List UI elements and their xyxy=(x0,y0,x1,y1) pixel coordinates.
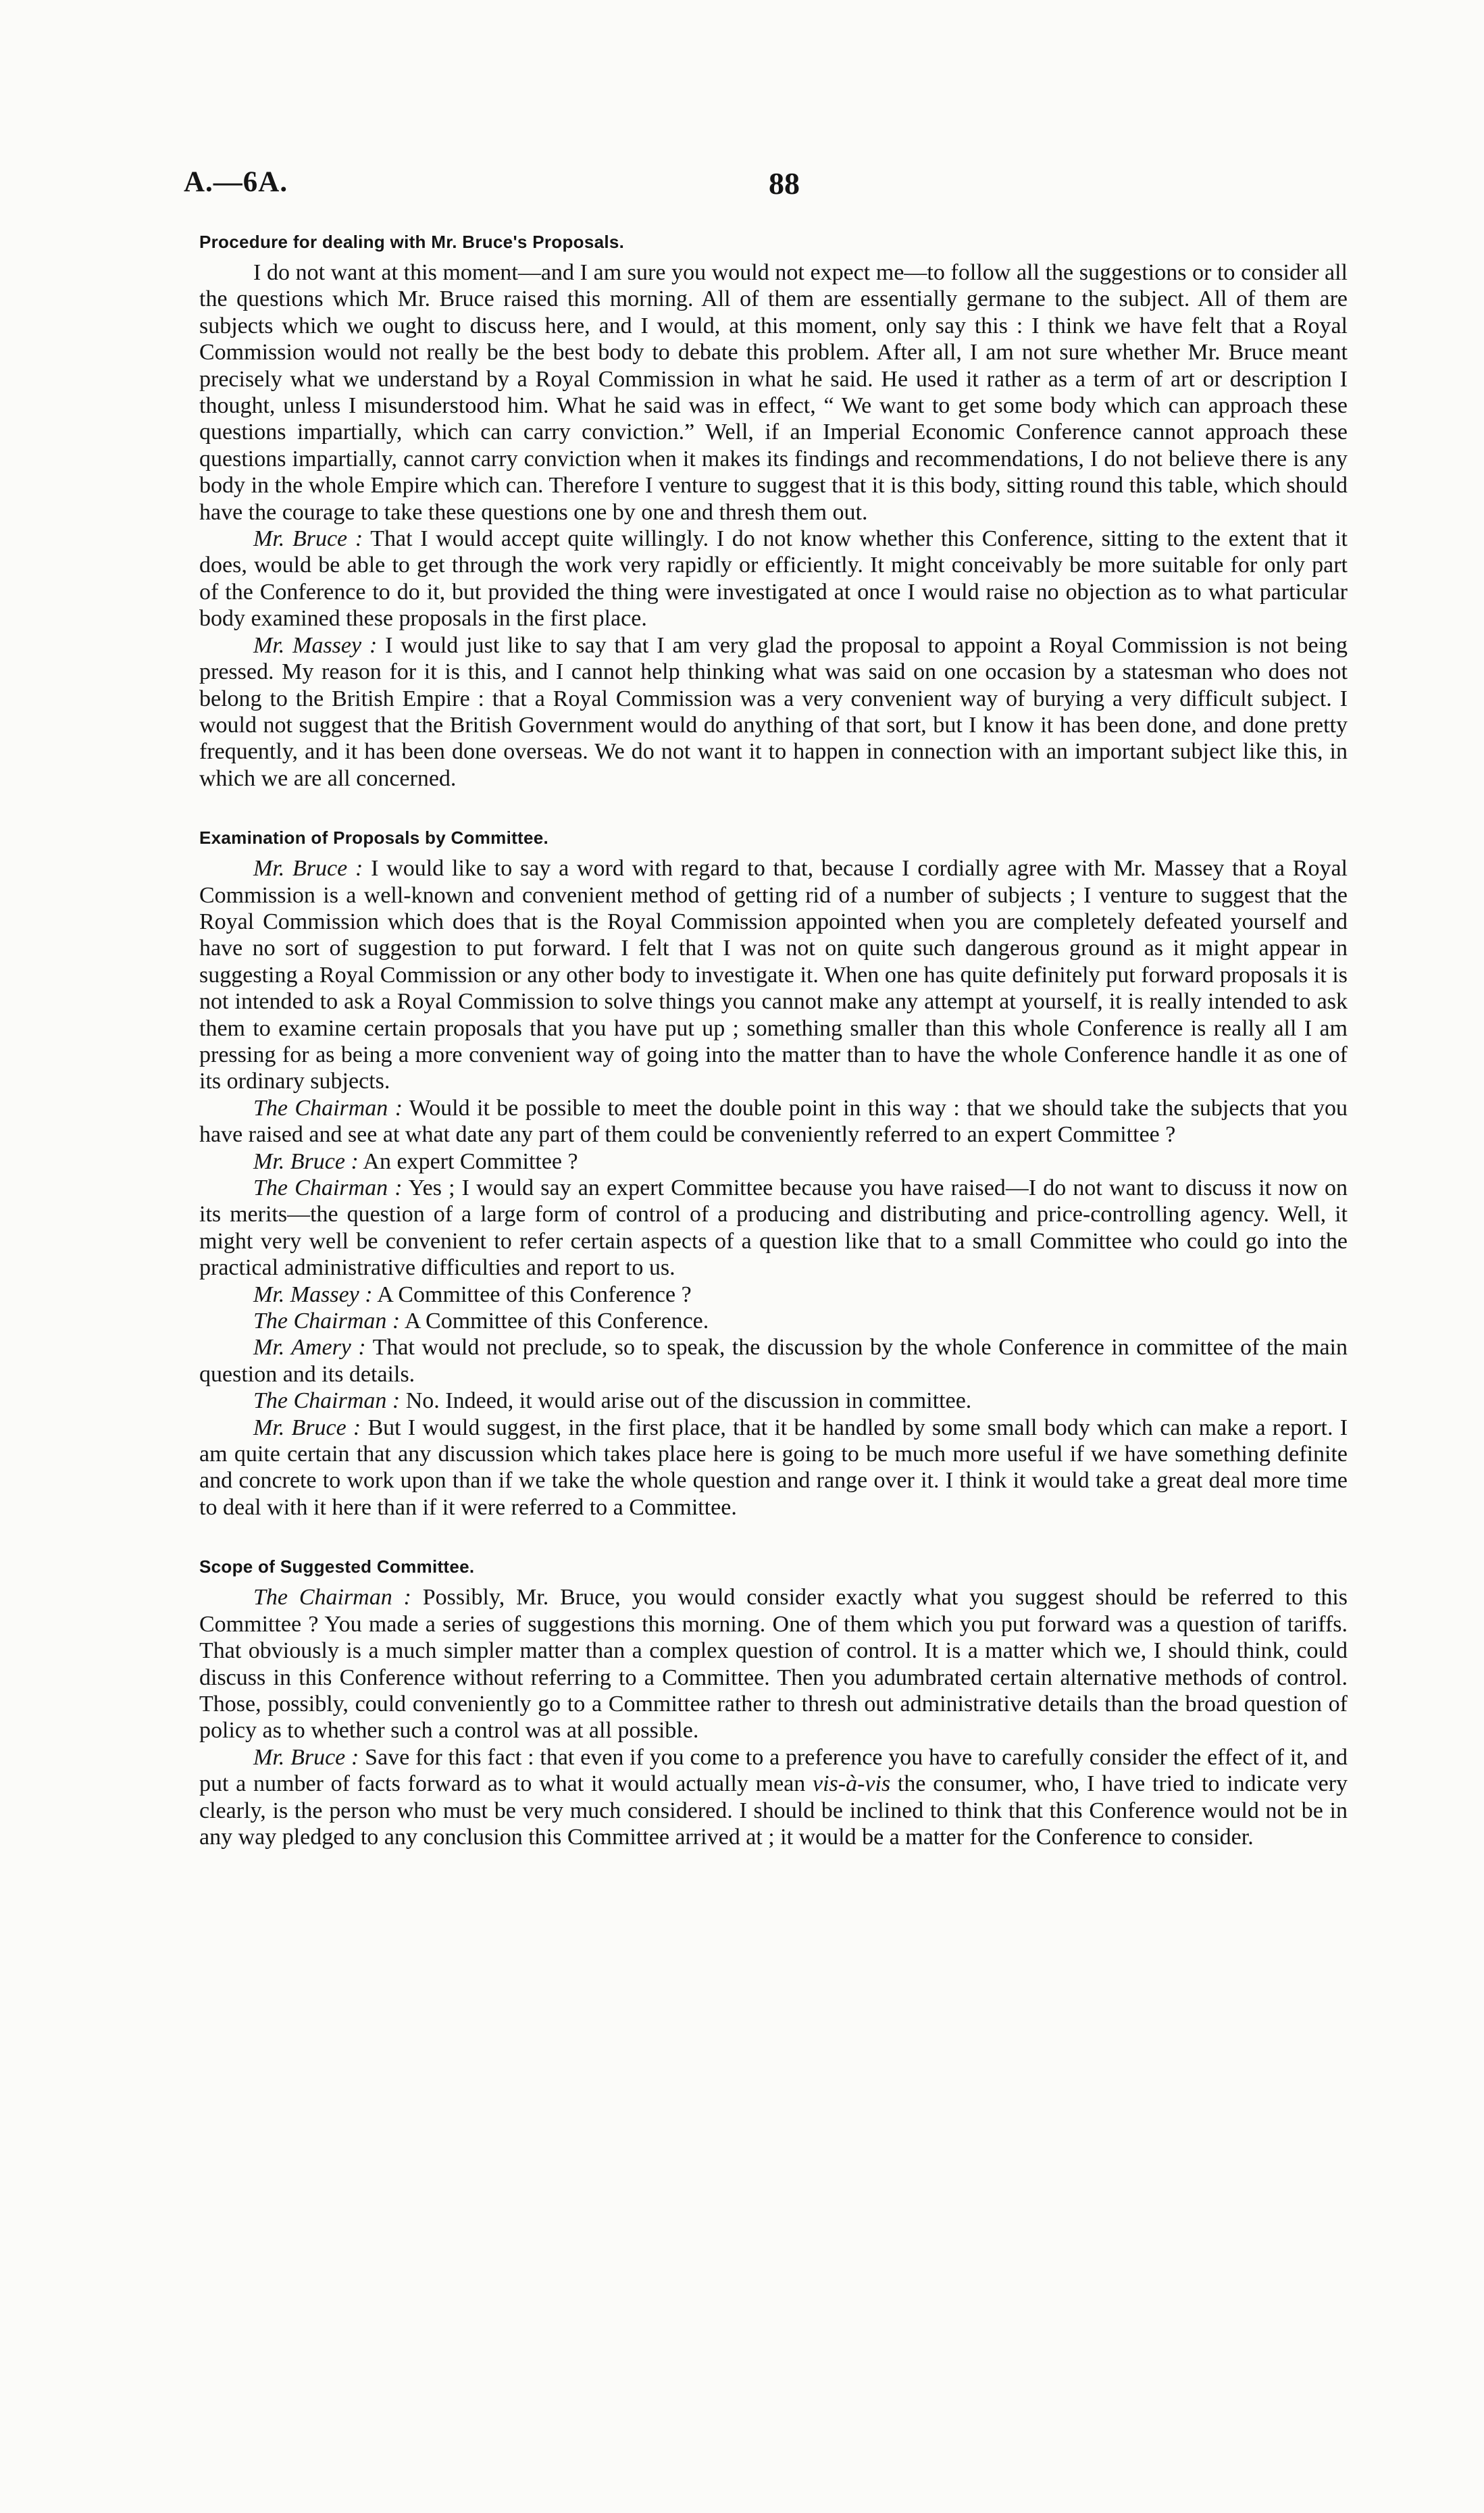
speaker-name: The Chairman : xyxy=(253,1175,403,1200)
paragraph xyxy=(199,1095,1348,1148)
paragraph xyxy=(199,1281,1348,1308)
speaker-name: The Chairman : xyxy=(253,1095,403,1121)
document-body xyxy=(199,228,1348,1850)
section-heading: Examination of Proposals by Committee. xyxy=(199,828,549,848)
paragraph-text: I would just like to say that I am very glad the proposal to appoint a Royal Commission is not being pressed. My reason for it is this, and I cannot help thinking what was said on one occasion by a statesman who does not belong to the British Empire : that a Royal Commission was a very convenient way of burying a very difficult subject. I would not suggest that the British Government would do anything of that sort, but I know it has been done, and done pretty frequently, and it has been done overseas. We do not want it to happen in connection with an important subject like this, in which we are all concerned. xyxy=(199,632,1348,791)
paragraph xyxy=(199,1584,1348,1744)
paragraph xyxy=(199,855,1348,1095)
page-number: 88 xyxy=(769,166,800,201)
paragraph xyxy=(199,632,1348,792)
speaker-name: The Chairman : xyxy=(253,1388,401,1414)
paragraph xyxy=(199,1334,1348,1388)
paragraph-text: Possibly, Mr. Bruce, you would consider exactly what you suggest should be referred to this Committee ? You made a series of suggestions this morning. One of them which you put forward was a question of tariffs. That obviously is a much simpler matter than a complex question of control. It is a matter which we, I should think, could discuss in this Conference without referring to a Committee. Then you adumbrated certain alternative methods of control. Those, possibly, could conveniently go to a Committee rather to thresh out administrative details than the broad question of policy as to whether such a control was at all possible. xyxy=(199,1585,1348,1744)
speaker-name: Mr. Bruce : xyxy=(253,526,363,552)
section xyxy=(199,1553,1348,1850)
paragraph-text: Yes ; I would say an expert Committee because you have raised—I do not want to discuss it now on its merits—the question of a large form of control of a producing and distributing and price-controlling agency. Well, it might very well be convenient to refer certain aspects of a question like that to a small Committee who could go into the practical administrative difficulties and report to us. xyxy=(199,1175,1348,1281)
paragraph-text: An expert Committee ? xyxy=(363,1148,578,1174)
section-heading: Scope of Suggested Committee. xyxy=(199,1556,475,1577)
paragraph-text: Would it be possible to meet the double point in this way : that we should take the subjects that you have raised and see at what date any part of them could be conveniently referred to an expert Committee ? xyxy=(199,1095,1348,1148)
section xyxy=(199,824,1348,1521)
paragraph-text: That would not preclude, so to speak, the discussion by the whole Conference in committee of the main question and its details. xyxy=(199,1335,1348,1387)
paragraph-text: No. Indeed, it would arise out of the discussion in committee. xyxy=(405,1388,972,1414)
section-heading: Procedure for dealing with Mr. Bruce's Proposals. xyxy=(199,232,625,252)
paragraph-text: But I would suggest, in the first place, that it be handled by some small body which can make a report. I am quite certain that any discussion which takes place here is going to be much more useful if we have something definite and concrete to work upon than if we take the whole question and range over it. I think it would take a great deal more time to deal with it here than if it were referred to a Committee. xyxy=(199,1415,1348,1520)
speaker-name: The Chairman : xyxy=(253,1585,411,1610)
speaker-name: Mr. Bruce : xyxy=(253,1744,359,1770)
paragraph xyxy=(199,1308,1348,1334)
document-reference: A.—6A. xyxy=(184,166,288,198)
speaker-name: The Chairman : xyxy=(253,1309,401,1334)
paragraph-text: That I would accept quite willingly. I do not know whether this Conference, sitting to the extent that it does, would be able to get through the work very rapidly or efficiently. It might conceivably be more suitable for only part of the Conference to do it, but provided the thing were investigated at once I would raise no objection as to what particular body examined these proposals in the first place. xyxy=(199,526,1348,632)
speaker-name: Mr. Massey : xyxy=(253,1281,373,1307)
paragraph xyxy=(199,1175,1348,1281)
speaker-name: Mr. Amery : xyxy=(253,1335,366,1361)
section xyxy=(199,228,1348,792)
paragraph-text: I do not want at this moment—and I am sure you would not expect me—to follow all the suggestions or to consider all the questions which Mr. Bruce raised this morning. All of them are essentially germane to the subject. All of them are subjects which we ought to discuss here, and I would, at this moment, only say this : I think we have felt that a Royal Commission would not really be the best body to debate this problem. After all, I am not sure whether Mr. Bruce meant precisely what we understand by a Royal Commission in what he said. He used it rather as a term of art or description I thought, unless I misunderstood him. What he said was in effect, “ We want to get some body which can approach these questions impartially, which can carry conviction.” Well, if an Imperial Economic Conference cannot approach these questions impartially, cannot carry conviction when it makes its findings and recommendations, I do not believe there is any body in the whole Empire which can. Therefore I venture to suggest that it is this body, sitting round this table, which should have the courage to take these questions one by one and thresh them out. xyxy=(199,260,1348,525)
paragraph xyxy=(199,1744,1348,1851)
speaker-name: Mr. Bruce : xyxy=(253,1148,359,1174)
paragraph xyxy=(199,259,1348,526)
paragraph-text: A Committee of this Conference ? xyxy=(377,1281,692,1307)
page-header xyxy=(0,166,1484,213)
paragraph xyxy=(199,1415,1348,1521)
paragraph xyxy=(199,1148,1348,1175)
speaker-name: Mr. Bruce : xyxy=(253,856,363,882)
paragraph-text: I would like to say a word with regard to that, because I cordially agree with Mr. Massey that a Royal Commission is a well-known and convenient method of getting rid of a number of subjects ; I venture to suggest that the Royal Commission which does that is the Royal Commission appointed when you are completely defeated yourself and have no sort of suggestion to put forward. I felt that I was not on quite such dangerous ground as it might appear in suggesting a Royal Commission or any other body to investigate it. When one has quite definitely put forward proposals it is not intended to ask a Royal Commission to solve things you cannot make any attempt at yourself, it is really intended to ask them to examine certain proposals that you have put up ; something smaller than this whole Conference is really all I am pressing for as being a more convenient way of going into the matter than to have the whole Conference handle it as one of its ordinary subjects. xyxy=(199,856,1348,1094)
paragraph-text: A Committee of this Conference. xyxy=(404,1309,709,1334)
paragraph-text: Save for this fact : that even if you come to a preference you have to carefully consider the effect of it, and put a number of facts forward as to what it would actually mean vis-à-vis the consumer, who, I have tried to indicate very clearly, is the person who must be very much considered. I should be inclined to think that this Conference would not be in any way pledged to any conclusion this Committee arrived at ; it would be a matter for the Conference to consider. xyxy=(199,1744,1348,1850)
speaker-name: Mr. Bruce : xyxy=(253,1415,361,1440)
paragraph xyxy=(199,526,1348,632)
paragraph xyxy=(199,1388,1348,1414)
speaker-name: Mr. Massey : xyxy=(253,632,378,658)
